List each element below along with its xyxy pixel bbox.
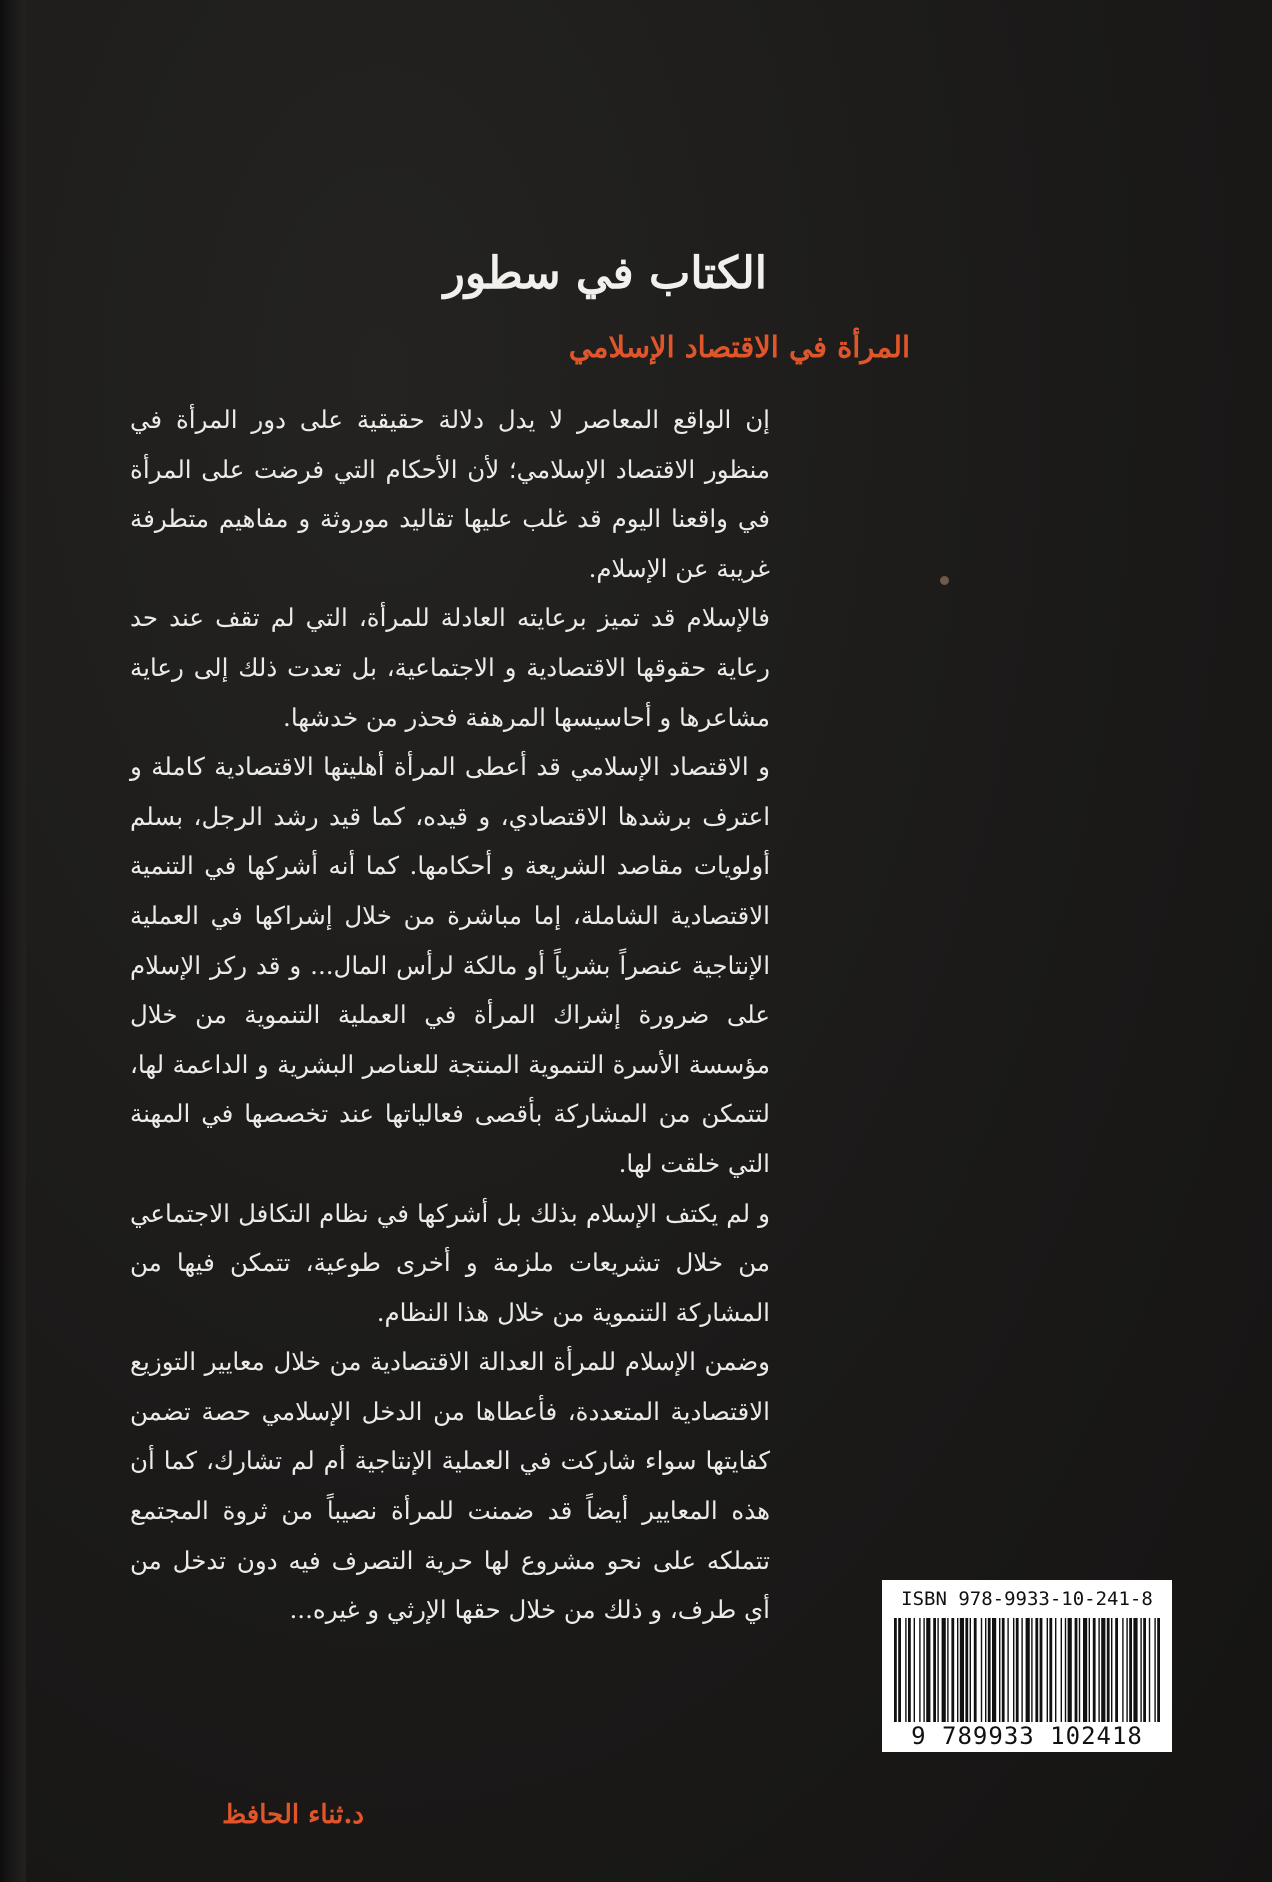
barcode-bar (974, 1618, 977, 1722)
barcode-bar (992, 1618, 996, 1722)
barcode-bar (1047, 1618, 1048, 1722)
isbn-barcode (882, 1580, 1172, 1752)
barcode-bar (970, 1618, 971, 1722)
barcode-bar (1126, 1618, 1127, 1722)
synopsis-text (130, 395, 770, 1635)
barcode-bar (1007, 1618, 1008, 1722)
barcode-bar (981, 1618, 982, 1722)
barcode-bar (1154, 1618, 1155, 1722)
barcode-digits: 9 789933 102418 (911, 1722, 1143, 1750)
barcode-bar (1013, 1618, 1014, 1722)
barcode-bar (1089, 1618, 1090, 1722)
barcode-bar (1129, 1618, 1132, 1722)
barcode-bar (1021, 1618, 1022, 1722)
synopsis-paragraph: وضمن الإسلام للمرأة العدالة الاقتصادية من خلال معايير التوزيع الاقتصادية المتعددة، فأعطاها من الدخل الإسلامي حصة تضمن كفايتها سواء شاركت في العملية الإنتاجية أم لم تشارك، كما أن هذه المعايير أيضاً قد ضمنت للمرأة نصيباً من ثروة المجتمع تتملكه على نحو مشروع لها حرية التصرف فيه دون تدخل من أي طرف، و ذلك من خلال حقها الإرثي و غيره... (130, 1347, 770, 1625)
barcode-bar (1016, 1618, 1019, 1722)
barcode-bar (1040, 1618, 1043, 1722)
barcode-bar (914, 1618, 915, 1722)
barcode-bar (1101, 1618, 1105, 1722)
barcode-bar (1122, 1618, 1123, 1722)
barcode-bar (923, 1618, 924, 1722)
barcode-bar (985, 1618, 986, 1722)
barcode-bar (1140, 1618, 1141, 1722)
barcode-bar (1002, 1618, 1005, 1722)
barcode-bar (960, 1618, 964, 1722)
barcode-bar (1098, 1618, 1099, 1722)
barcode-bar (957, 1618, 958, 1722)
barcode-bar (947, 1618, 948, 1722)
barcode-bar (1035, 1618, 1038, 1722)
barcode-bar (1093, 1618, 1096, 1722)
barcode-bar (1107, 1618, 1110, 1722)
barcode-bar (988, 1618, 991, 1722)
barcode-bar (1083, 1618, 1087, 1722)
barcode-bar (1026, 1618, 1030, 1722)
book-title: المرأة في الاقتصاد الإسلامي (568, 330, 910, 364)
barcode-bar (1143, 1618, 1146, 1722)
surface-speck (940, 576, 949, 585)
barcode-bar (942, 1618, 946, 1722)
synopsis-paragraph: إن الواقع المعاصر لا يدل دلالة حقيقية على دور المرأة في منظور الاقتصاد الإسلامي؛ لأن الأحكام التي فرضت على المرأة في واقعنا اليوم قد غلب عليها تقاليد موروثة و مفاهيم متطرفة غريبة عن الإسلام. (130, 405, 770, 583)
barcode-bar (1055, 1618, 1056, 1722)
isbn-label: ISBN 978-9933-10-241-8 (901, 1588, 1153, 1610)
barcode-bar (905, 1618, 906, 1722)
barcode-bar (933, 1618, 936, 1722)
barcode-bar (1061, 1618, 1062, 1722)
barcode-bar (1133, 1618, 1137, 1722)
synopsis-paragraph: و الاقتصاد الإسلامي قد أعطى المرأة أهليتها الاقتصادية كاملة و اعترف برشدها الاقتصادي، و قيده، كما قيد رشد الرجل، بسلم أولويات مقاصد الشريعة و أحكامها. كما أنه أشركها في التنمية الاقتصادية الشاملة، إما مباشرة من خلال إشراكها في العملية الإنتاجية عنصراً بشرياً أو مالكة لرأس المال... و قد ركز الإسلام على ضرورة إشراك المرأة في العملية التنموية من خلال مؤسسة الأسرة التنموية المنتجة للعناصر البشرية و الداعمة لها، لتتمكن من المشاركة بأقصى فعالياتها عند تخصصها في المهنة التي خلقت لها. (130, 752, 770, 1178)
barcode-bar (1068, 1618, 1072, 1722)
barcode-bar (1079, 1618, 1080, 1722)
synopsis-paragraph: و لم يكتف الإسلام بذلك بل أشركها في نظام التكافل الاجتماعي من خلال تشريعات ملزمة و أخرى طوعية، تتمكن فيها من المشاركة التنموية من خلال هذا النظام. (130, 1198, 770, 1327)
section-heading: الكتاب في سطور (443, 248, 767, 299)
barcode-bars (892, 1618, 1162, 1722)
barcode-bar (951, 1618, 954, 1722)
spine-edge (0, 0, 26, 1882)
barcode-bar (908, 1618, 911, 1722)
barcode-bar (1075, 1618, 1078, 1722)
barcode-bar (1157, 1618, 1160, 1722)
barcode-bar (1111, 1618, 1112, 1722)
synopsis-paragraph: فالإسلام قد تميز برعايته العادلة للمرأة، التي لم تقف عند حد رعاية حقوقها الاقتصادية و الاجتماعية، بل تعدت ذلك إلى رعاية مشاعرها و أحاسيسها المرهفة فحذر من خدشها. (130, 603, 770, 732)
barcode-bar (1049, 1618, 1052, 1722)
barcode-bar (1031, 1618, 1032, 1722)
barcode-bar (894, 1618, 897, 1722)
barcode-bar (1115, 1618, 1118, 1722)
barcode-bar (965, 1618, 968, 1722)
barcode-bar (937, 1618, 938, 1722)
barcode-bar (926, 1618, 930, 1722)
barcode-bar (1065, 1618, 1066, 1722)
barcode-bar (1149, 1618, 1150, 1722)
barcode-bar (999, 1618, 1000, 1722)
barcode-bar (898, 1618, 901, 1722)
author-name: د.ثناء الحافظ (222, 1800, 364, 1830)
barcode-bar (919, 1618, 920, 1722)
